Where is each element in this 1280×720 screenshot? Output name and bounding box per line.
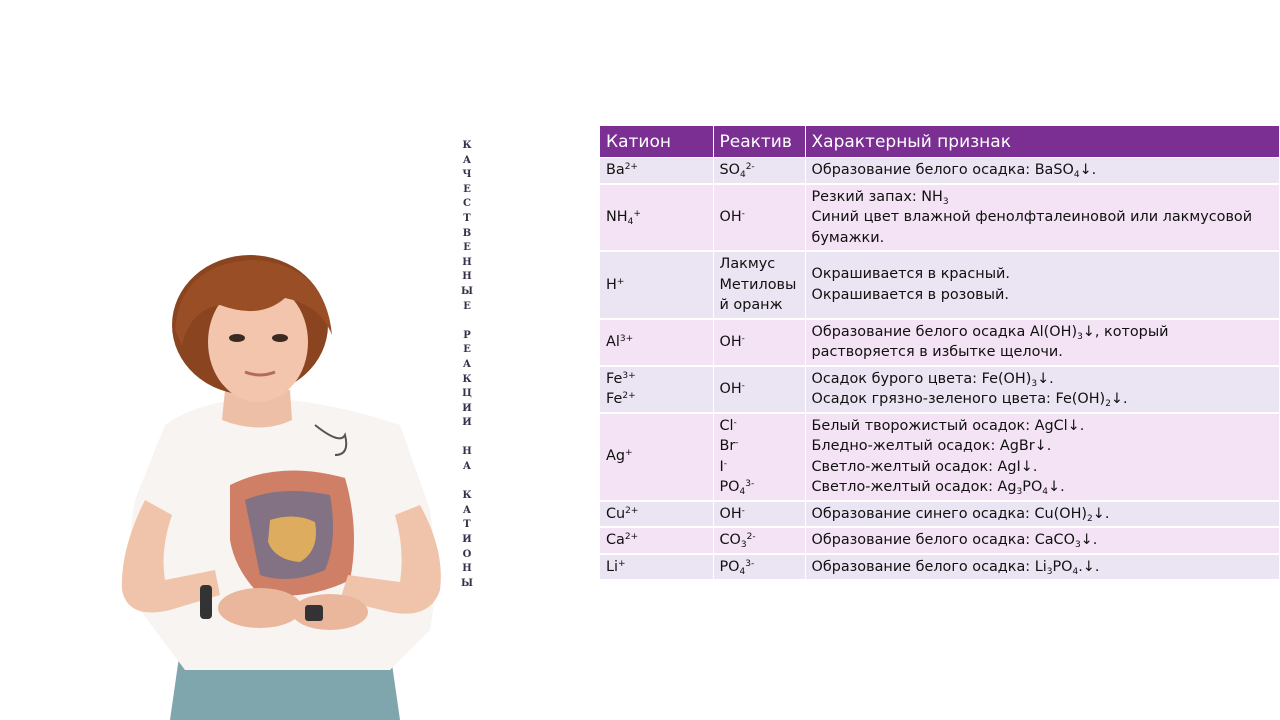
table-row: [600, 554, 1279, 581]
cell-sign-line: Осадок грязно-зеленого цвета: $Fe(OH)_2↓$.: [811, 391, 1128, 409]
cell-sign-line: Синий цвет влажной фенолфталеиновой или лакмусовой бумажки.: [811, 209, 1253, 246]
cell-cation-line: $Ba^{2+}$: [606, 162, 638, 178]
cell-reagent: [713, 501, 805, 528]
cell-cation-line: Ag+: [606, 448, 633, 465]
table-row: [600, 366, 1279, 413]
cell-reagent-line: Лакмус: [719, 256, 776, 272]
cell-sign-line: Образование синего осадка: $Cu(OH)_2↓$.: [811, 505, 1110, 524]
cell-sign-line: Окрашивается в розовый.: [811, 286, 1009, 303]
cell-sign-line: Образование белого осадка: $Li_3PO_4.↓$.: [811, 558, 1100, 577]
cell-cation: [600, 527, 713, 554]
cell-sign: [805, 527, 1279, 554]
table-body: [600, 158, 1279, 581]
vertical-title: [453, 139, 481, 591]
cell-sign: [805, 501, 1279, 528]
cell-sign-line: Образование белого осадка: BaSO$_4$↓.: [811, 162, 1097, 180]
cell-sign-line: Светло-желтый осадок: AgI↓.: [811, 458, 1038, 475]
cell-cation: [600, 554, 713, 581]
cell-cation: [600, 501, 713, 528]
cell-cation-line: Li+: [606, 558, 626, 575]
cell-sign: [805, 413, 1279, 501]
cell-reagent-line: Метиловы: [719, 276, 797, 293]
cell-cation: [600, 413, 713, 501]
table-row: [600, 319, 1279, 366]
header-reagent: Реактив: [713, 126, 805, 158]
cell-sign-line: Резкий запах: $NH_3$: [811, 188, 949, 207]
vertical-title-word-3: Н А: [462, 446, 472, 473]
cell-sign-line: Светло-желтый осадок: $Ag_3PO_4↓$.: [811, 479, 1065, 497]
cell-sign-line: Бледно-желтый осадок: AgBr↓.: [811, 438, 1052, 454]
cation-reactions-table: [600, 126, 1280, 581]
cell-sign: [805, 184, 1279, 252]
table-row: [600, 184, 1279, 252]
table-row: [600, 527, 1279, 554]
cell-sign: [805, 319, 1279, 366]
cell-cation: [600, 366, 713, 413]
cell-sign: [805, 251, 1279, 319]
table-row: [600, 251, 1279, 319]
cell-cation: [600, 184, 713, 252]
cell-sign: [805, 158, 1279, 184]
cell-cation: [600, 319, 713, 366]
cell-reagent: [713, 184, 805, 252]
cell-cation-line: H+: [606, 276, 625, 293]
cell-reagent-line: $SO_4^{2-}$: [719, 162, 755, 180]
cell-cation: [600, 158, 713, 184]
table-row: [600, 501, 1279, 528]
cell-reagent: [713, 554, 805, 581]
cell-cation-line: $Cu^{2+}$: [606, 505, 639, 522]
cell-reagent-line: OH-: [719, 333, 745, 350]
cell-sign: [805, 554, 1279, 581]
cell-reagent: [713, 527, 805, 554]
cell-reagent-line: Cl-: [719, 417, 737, 434]
cell-sign-line: Осадок бурого цвета: $Fe(OH)_3↓$.: [811, 370, 1054, 389]
cell-reagent-line: $PO_4^{3-}$: [719, 479, 755, 497]
cell-sign-line: Белый творожистый осадок: AgCl↓.: [811, 417, 1085, 434]
cell-reagent-line: OH-: [719, 209, 745, 225]
table-row: [600, 158, 1279, 184]
table-row: [600, 413, 1279, 501]
cell-sign: [805, 366, 1279, 413]
cell-reagent-line: $CO_3^{2-}$: [719, 532, 756, 550]
cell-reagent-line: й оранж: [719, 297, 783, 313]
cell-cation-line: $Ca^{2+}$: [606, 532, 639, 548]
cell-cation: [600, 251, 713, 319]
cell-reagent-line: OH-: [719, 505, 745, 522]
presenter-photo: [110, 250, 460, 720]
table-header-row: [600, 126, 1279, 158]
vertical-title-word-1: К А Ч Е С Т В Е Н Н Ы Е: [460, 140, 474, 312]
cell-reagent-line: I-: [719, 458, 727, 475]
cell-reagent-line: Br-: [719, 438, 739, 454]
header-sign: Характерный признак: [805, 126, 1279, 158]
cell-reagent-line: OH-: [719, 380, 745, 397]
cell-sign-line: Окрашивается в красный.: [811, 266, 1010, 283]
cell-sign-line: Образование белого осадка $Al(OH)_3↓$, который растворяется в избытке щелочи.: [811, 323, 1169, 360]
cell-cation-line: $Fe^{3+}$: [606, 370, 636, 387]
cell-reagent: [713, 319, 805, 366]
cell-reagent: [713, 413, 805, 501]
cell-cation-line: $Fe^{2+}$: [606, 391, 636, 407]
cell-reagent: [713, 158, 805, 184]
cell-reagent-line: $PO_4^{3-}$: [719, 558, 755, 577]
cell-cation-line: $Al^{3+}$: [606, 333, 634, 350]
vertical-title-word-2: Р Е А К Ц И И: [462, 329, 472, 429]
cell-reagent: [713, 366, 805, 413]
header-cation: Катион: [600, 126, 713, 158]
cell-cation-line: $NH_4^+$: [606, 209, 641, 227]
vertical-title-word-4: К А Т И О Н Ы: [460, 490, 474, 589]
cell-reagent: [713, 251, 805, 319]
cell-sign-line: Образование белого осадка: CaCO$_3$↓.: [811, 532, 1098, 550]
